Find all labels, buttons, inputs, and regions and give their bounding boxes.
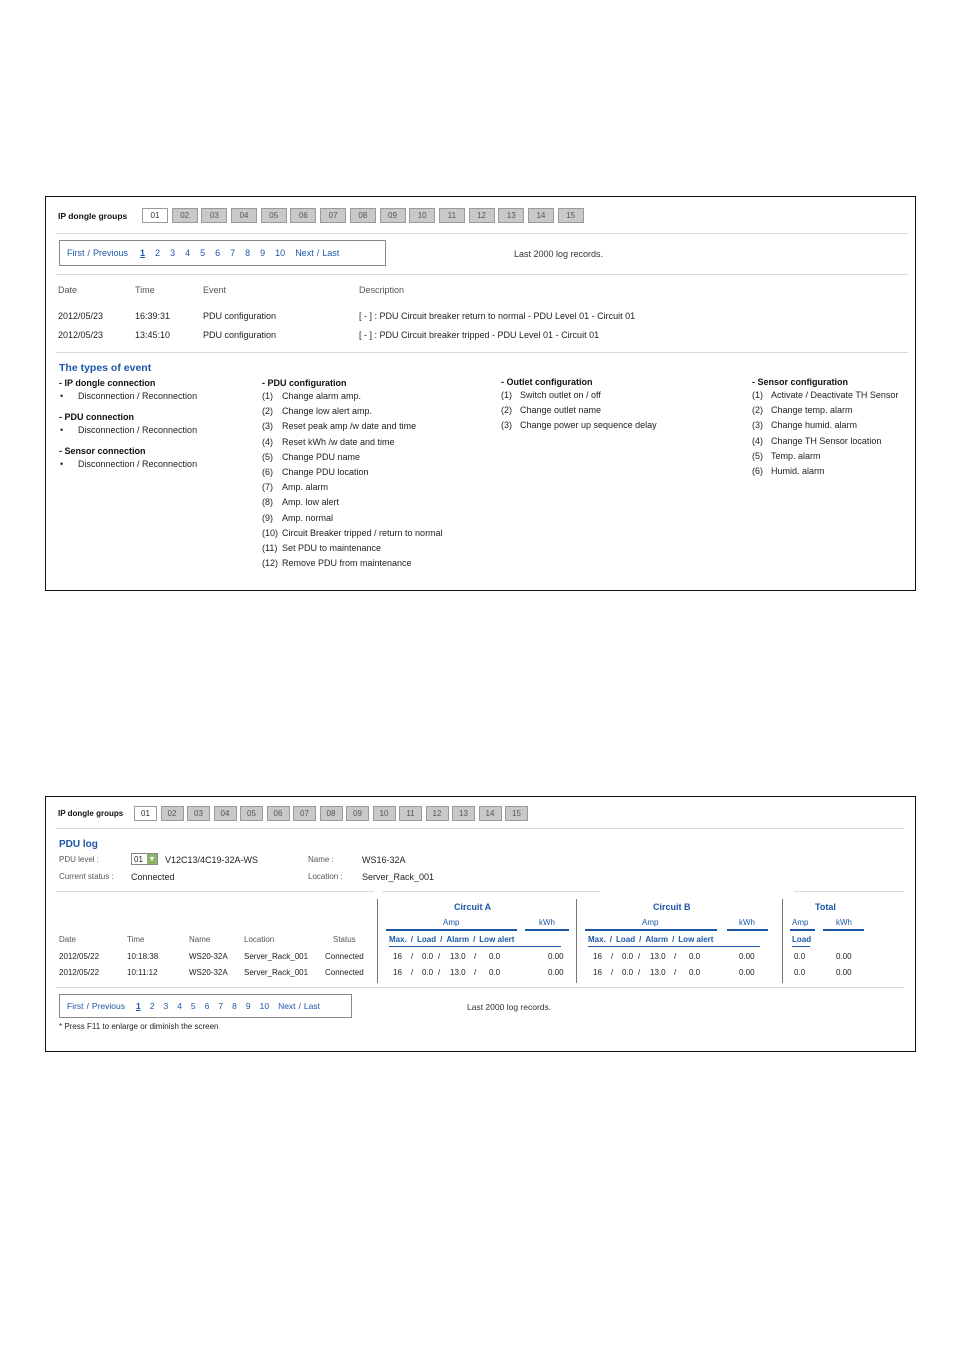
- separator: /: [474, 968, 477, 977]
- circuit-b-kwh: 0.00: [739, 968, 755, 977]
- separator: /: [440, 935, 443, 944]
- page-link-8[interactable]: 8: [245, 248, 251, 258]
- type-item: Reset peak amp /w date and time: [282, 421, 417, 432]
- type-item: Change temp. alarm: [771, 405, 853, 416]
- total-kwh: 0.00: [836, 968, 852, 977]
- amp-load-label: Load: [616, 935, 636, 944]
- circuit-b-kwh: 0.00: [739, 952, 755, 961]
- total-load-subheader: Load: [792, 935, 812, 944]
- rule: [585, 929, 717, 931]
- records-note: Last 2000 log records.: [467, 1002, 552, 1012]
- page-link-5[interactable]: 5: [200, 248, 206, 258]
- row-date: 2012/05/23: [58, 330, 104, 340]
- type-item-number: (11): [262, 543, 278, 553]
- group-tabs: [142, 208, 587, 223]
- type-item-number: (1): [262, 391, 273, 401]
- type-item: Change low alert amp.: [282, 406, 373, 417]
- type-item-number: (8): [262, 497, 273, 508]
- row-location: Server_Rack_001: [244, 968, 309, 977]
- type-item: Change humid. alarm: [771, 420, 858, 431]
- circuit-b-max: 16: [593, 952, 602, 961]
- type-item: Amp. normal: [282, 512, 334, 523]
- tab-group-04[interactable]: 04: [231, 208, 257, 223]
- name-label: Name :: [308, 855, 334, 864]
- tab-group-03[interactable]: 03: [187, 806, 210, 821]
- tab-group-05[interactable]: 05: [240, 806, 263, 821]
- pdu-log-title: PDU log: [59, 839, 98, 850]
- divider: [382, 891, 600, 892]
- circuit-b-alarm: 13.0: [650, 952, 666, 961]
- type-item-number: (5): [752, 450, 763, 461]
- separator: /: [411, 952, 414, 961]
- type-item-number: (4): [752, 435, 763, 446]
- type-heading-sensor_config: - Sensor configuration: [752, 377, 849, 387]
- circuit-a-kwh: 0.00: [548, 968, 564, 977]
- circuit-a-amp-subheader: [389, 935, 518, 944]
- separator: /: [638, 952, 641, 961]
- type-heading-pdu_config: - PDU configuration: [262, 378, 347, 388]
- type-item: Change PDU name: [282, 451, 361, 462]
- type-item-number: (4): [262, 436, 273, 447]
- circuit-a-max: 16: [393, 952, 402, 961]
- type-heading-pdu_connection: - PDU connection: [59, 412, 135, 422]
- ip-dongle-groups-label: IP dongle groups: [58, 211, 128, 221]
- page-link-2[interactable]: 2: [149, 1001, 155, 1011]
- circuit-a-load: 0.0: [422, 968, 434, 977]
- page-link-6[interactable]: 6: [215, 248, 221, 258]
- tab-group-11[interactable]: 11: [439, 208, 465, 223]
- divider: [56, 891, 374, 892]
- bullet-icon: •: [60, 459, 64, 469]
- pagination: [59, 240, 386, 266]
- separator: /: [438, 952, 441, 961]
- type-item: Change PDU location: [282, 467, 369, 477]
- row-date: 2012/05/23: [58, 311, 104, 321]
- circuit-a-load: 0.0: [422, 952, 434, 961]
- rule: [792, 946, 810, 947]
- amp-max-label: Max.: [588, 935, 606, 944]
- row-event: PDU configuration: [203, 311, 277, 321]
- tab-group-11[interactable]: 11: [399, 806, 422, 821]
- tab-group-01[interactable]: 01: [142, 208, 168, 223]
- tab-group-07[interactable]: 07: [320, 208, 346, 223]
- separator: /: [438, 968, 441, 977]
- separator: /: [474, 952, 477, 961]
- row-date: 2012/05/22: [59, 952, 100, 961]
- previous-link[interactable]: Previous: [91, 1001, 125, 1011]
- pdu-level-value: 01: [134, 854, 143, 864]
- type-item: Circuit Breaker tripped / return to normal: [282, 527, 443, 538]
- total-load: 0.0: [794, 952, 806, 961]
- row-date: 2012/05/22: [59, 968, 100, 977]
- rule: [525, 929, 569, 931]
- total-kwh: kWh: [836, 918, 852, 927]
- amp-alarm-label: Alarm: [446, 935, 470, 944]
- page-link-9[interactable]: 9: [260, 248, 266, 258]
- tab-group-15[interactable]: 15: [505, 806, 528, 821]
- type-heading-outlet_config: - Outlet configuration: [501, 377, 593, 387]
- tab-group-05[interactable]: 05: [261, 208, 287, 223]
- tab-group-13[interactable]: 13: [452, 806, 475, 821]
- type-item-number: (9): [262, 512, 273, 523]
- circuit-a-low: 0.0: [489, 952, 501, 961]
- circuit-b-amp-subheader: [588, 935, 717, 944]
- type-item: Disconnection / Reconnection: [78, 459, 198, 469]
- amp-load-label: Load: [417, 935, 437, 944]
- type-item-number: (3): [752, 420, 763, 431]
- circuit-b-amp: Amp: [642, 918, 659, 927]
- separator: /: [473, 935, 476, 944]
- type-item-number: (2): [262, 406, 273, 417]
- type-item-number: (3): [501, 420, 512, 431]
- row-event: PDU configuration: [203, 330, 277, 340]
- page-link-7[interactable]: 7: [230, 248, 236, 258]
- tab-group-12[interactable]: 12: [469, 208, 495, 223]
- type-item-number: (2): [752, 405, 763, 416]
- type-heading-ip_dongle: - IP dongle connection: [59, 378, 156, 388]
- location-value: Server_Rack_001: [362, 872, 435, 882]
- rule: [790, 929, 815, 931]
- event-log-panel: [45, 196, 916, 591]
- row-description: [ - ] : PDU Circuit breaker return to normal - PDU Level 01 - Circuit 01: [359, 311, 636, 321]
- type-item: Activate / Deactivate TH Sensor: [771, 390, 899, 400]
- tab-group-13[interactable]: 13: [498, 208, 524, 223]
- type-item: Change alarm amp.: [282, 391, 362, 401]
- first-link[interactable]: First: [67, 248, 85, 258]
- separator: /: [639, 935, 642, 944]
- separator: /: [674, 952, 677, 961]
- type-item-number: (6): [262, 467, 273, 477]
- tab-group-08[interactable]: 08: [350, 208, 376, 223]
- tab-group-15[interactable]: 15: [558, 208, 584, 223]
- last-link[interactable]: Last: [303, 1001, 320, 1011]
- row-description: [ - ] : PDU Circuit breaker tripped - PDU Level 01 - Circuit 01: [359, 330, 600, 340]
- circuit-a-alarm: 13.0: [450, 952, 466, 961]
- rule: [823, 929, 864, 931]
- separator: /: [411, 968, 414, 977]
- first-link[interactable]: First: [67, 1001, 84, 1011]
- type-item-number: (3): [262, 421, 273, 432]
- type-item: Disconnection / Reconnection: [78, 391, 198, 401]
- col-location: Location: [244, 935, 275, 944]
- type-item: Disconnection / Reconnection: [78, 425, 198, 435]
- name-value: WS16-32A: [362, 855, 406, 865]
- circuit-a-header: Circuit A: [454, 902, 492, 912]
- page-link-10[interactable]: 10: [275, 248, 286, 258]
- type-item: Set PDU to maintenance: [282, 543, 382, 553]
- row-time: 13:45:10: [135, 330, 171, 340]
- bullet-icon: •: [60, 391, 64, 401]
- pager-separator: /: [316, 248, 320, 258]
- divider: [56, 233, 908, 234]
- ip-dongle-groups-label: IP dongle groups: [58, 809, 124, 818]
- divider: [56, 352, 908, 353]
- type-item: Remove PDU from maintenance: [282, 558, 412, 569]
- type-item: Change TH Sensor location: [771, 435, 882, 446]
- current-status-value: Connected: [131, 872, 175, 882]
- group-tabs: [134, 806, 532, 821]
- col-time: Time: [135, 285, 155, 295]
- separator: [377, 899, 378, 983]
- circuit-b-load: 0.0: [622, 952, 634, 961]
- separator: /: [674, 968, 677, 977]
- circuit-a-kwh: kWh: [539, 918, 555, 927]
- row-name: WS20-32A: [189, 952, 228, 961]
- page-link-4[interactable]: 4: [177, 1001, 182, 1011]
- total-amp: Amp: [792, 918, 809, 927]
- tab-group-09[interactable]: 09: [380, 208, 406, 223]
- separator: /: [672, 935, 675, 944]
- total-kwh: 0.00: [836, 952, 852, 961]
- divider: [56, 828, 904, 829]
- type-item-number: (1): [752, 390, 763, 400]
- rule: [588, 946, 760, 947]
- amp-low-alert-label: Low alert: [678, 935, 714, 944]
- circuit-b-header: Circuit B: [653, 902, 691, 912]
- tab-group-01[interactable]: 01: [134, 806, 157, 821]
- row-time: 10:18:38: [127, 952, 159, 961]
- divider: [56, 274, 908, 275]
- pagination: [59, 994, 352, 1018]
- row-location: Server_Rack_001: [244, 952, 309, 961]
- total-load: 0.0: [794, 968, 806, 977]
- separator: /: [410, 935, 414, 944]
- records-note: Last 2000 log records.: [514, 249, 604, 259]
- tab-group-08[interactable]: 08: [320, 806, 343, 821]
- rule: [727, 929, 768, 931]
- rule: [386, 929, 517, 931]
- tab-group-03[interactable]: 03: [201, 208, 227, 223]
- bullet-icon: •: [60, 425, 64, 435]
- type-item: Reset kWh /w date and time: [282, 436, 395, 447]
- circuit-b-alarm: 13.0: [650, 968, 666, 977]
- last-link[interactable]: Last: [322, 248, 340, 258]
- current-status-label: Current status :: [59, 872, 114, 881]
- page-link-10[interactable]: 10: [259, 1001, 270, 1011]
- chevron-down-icon[interactable]: ▼: [148, 855, 156, 863]
- row-time: 10:11:12: [127, 968, 158, 977]
- tab-group-02[interactable]: 02: [161, 806, 184, 821]
- page-link-1[interactable]: 1: [135, 1001, 141, 1011]
- pdu-level-select[interactable]: [131, 853, 158, 865]
- circuit-a-low: 0.0: [489, 968, 501, 977]
- circuit-a-alarm: 13.0: [450, 968, 466, 977]
- type-heading-sensor_connection: - Sensor connection: [59, 446, 146, 456]
- page-link-3[interactable]: 3: [163, 1001, 169, 1011]
- type-item: Humid. alarm: [771, 466, 825, 476]
- col-event: Event: [203, 285, 227, 295]
- page-link-7[interactable]: 7: [218, 1001, 224, 1011]
- tab-group-02[interactable]: 02: [172, 208, 198, 223]
- tab-group-14[interactable]: 14: [528, 208, 554, 223]
- circuit-a-max: 16: [393, 968, 402, 977]
- next-link[interactable]: Next: [295, 248, 314, 258]
- page-link-1[interactable]: 1: [140, 248, 146, 258]
- tab-group-14[interactable]: 14: [479, 806, 502, 821]
- col-time: Time: [127, 935, 145, 944]
- pdu-log-panel: [45, 796, 916, 1052]
- separator: /: [611, 968, 614, 977]
- circuit-b-low: 0.0: [689, 968, 701, 977]
- separator: [782, 899, 783, 983]
- type-item: Amp. low alert: [282, 497, 340, 508]
- next-link[interactable]: Next: [278, 1001, 296, 1011]
- circuit-b-kwh: kWh: [739, 918, 755, 927]
- type-item-number: (6): [752, 466, 763, 476]
- pager-separator: /: [86, 1001, 89, 1011]
- footnote: * Press F11 to enlarge or diminish the screen: [59, 1022, 219, 1031]
- types-title: The types of event: [59, 362, 152, 374]
- col-date: Date: [59, 935, 76, 944]
- row-time: 16:39:31: [135, 311, 171, 321]
- circuit-a-amp: Amp: [443, 918, 460, 927]
- tab-group-10[interactable]: 10: [409, 208, 435, 223]
- amp-max-label: Max.: [389, 935, 407, 944]
- circuit-a-kwh: 0.00: [548, 952, 564, 961]
- tab-group-04[interactable]: 04: [214, 806, 237, 821]
- rule: [389, 946, 561, 947]
- separator: /: [638, 968, 641, 977]
- separator: /: [611, 952, 614, 961]
- page-link-4[interactable]: 4: [185, 248, 191, 258]
- row-name: WS20-32A: [189, 968, 228, 977]
- tab-group-12[interactable]: 12: [426, 806, 449, 821]
- page-link-6[interactable]: 6: [204, 1001, 210, 1011]
- page-link-2[interactable]: 2: [155, 248, 161, 258]
- type-item-number: (1): [501, 390, 512, 400]
- page-link-8[interactable]: 8: [232, 1001, 237, 1011]
- amp-low-alert-label: Low alert: [479, 935, 515, 944]
- page-link-9[interactable]: 9: [245, 1001, 251, 1011]
- pager-separator: /: [298, 1001, 301, 1011]
- location-label: Location :: [308, 872, 343, 881]
- col-date: Date: [58, 285, 78, 295]
- row-status: Connected: [325, 952, 364, 961]
- type-item-number: (12): [262, 558, 279, 569]
- circuit-b-load: 0.0: [622, 968, 634, 977]
- divider: [56, 987, 904, 988]
- circuit-b-max: 16: [593, 968, 602, 977]
- previous-link[interactable]: Previous: [93, 248, 129, 258]
- row-status: Connected: [325, 968, 364, 977]
- col-status: Status: [333, 935, 356, 944]
- page-link-3[interactable]: 3: [170, 248, 176, 258]
- type-item-number: (5): [262, 451, 273, 462]
- tab-group-07[interactable]: 07: [293, 806, 316, 821]
- type-item-number: (2): [501, 405, 512, 416]
- divider: [794, 891, 904, 892]
- pdu-model: V12C13/4C19-32A-WS: [165, 855, 259, 865]
- page-link-5[interactable]: 5: [190, 1001, 196, 1011]
- type-item-number: (7): [262, 482, 273, 493]
- type-item: Change outlet name: [520, 405, 602, 416]
- tab-group-10[interactable]: 10: [373, 806, 396, 821]
- tab-group-09[interactable]: 09: [346, 806, 369, 821]
- col-name: Name: [189, 935, 211, 944]
- tab-group-06[interactable]: 06: [267, 806, 290, 821]
- separator: [576, 899, 577, 983]
- tab-group-06[interactable]: 06: [290, 208, 316, 223]
- type-item-number: (10): [262, 527, 279, 538]
- type-item: Change power up sequence delay: [520, 420, 657, 431]
- type-item: Amp. alarm: [282, 482, 329, 493]
- amp-alarm-label: Alarm: [645, 935, 669, 944]
- pager-separator: /: [87, 248, 91, 258]
- total-header: Total: [815, 902, 836, 912]
- pdu-level-label: PDU level :: [59, 855, 100, 864]
- circuit-b-low: 0.0: [689, 952, 701, 961]
- col-description: Description: [359, 285, 405, 295]
- type-item: Temp. alarm: [771, 450, 821, 461]
- separator: /: [609, 935, 613, 944]
- type-item: Switch outlet on / off: [520, 390, 601, 400]
